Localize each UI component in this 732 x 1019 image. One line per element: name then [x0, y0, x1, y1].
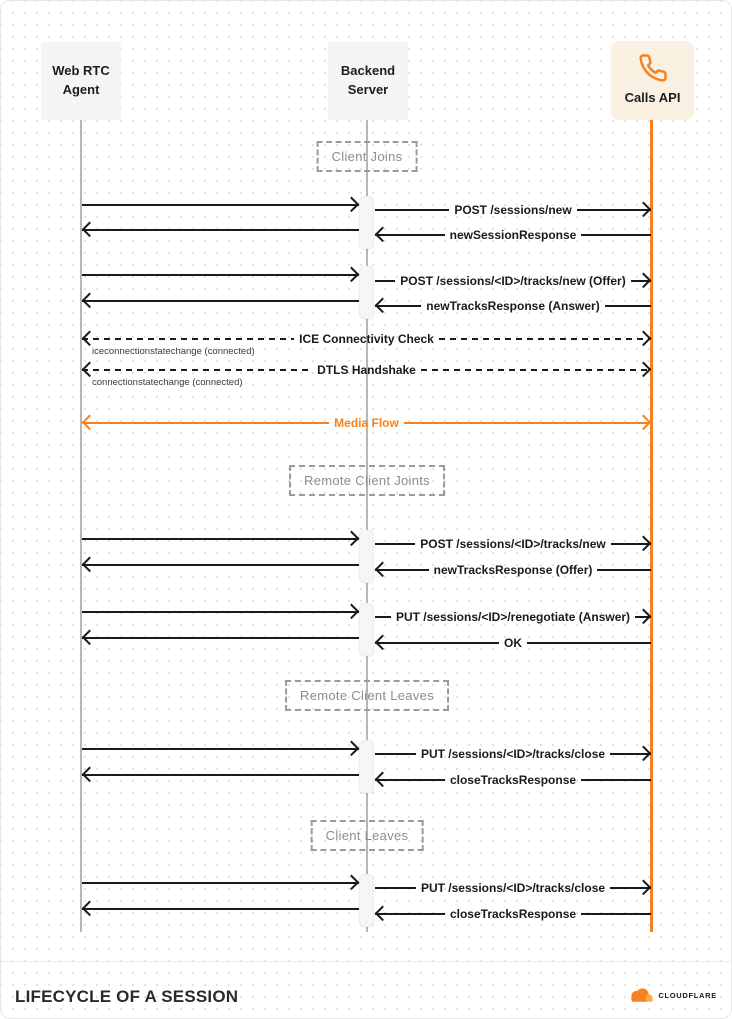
- actor-label: Web RTC: [52, 63, 110, 79]
- message-label: PUT /sessions/<ID>/tracks/close: [420, 881, 606, 895]
- actor-label: Calls API: [624, 90, 681, 106]
- message-arrow: [375, 907, 651, 921]
- message-arrow-ice-check: [82, 332, 651, 346]
- cloudflare-logo: [627, 987, 717, 1003]
- message-arrow: [375, 203, 651, 217]
- message-sublabel: connectionstatechange (connected): [92, 377, 243, 388]
- phase-remote-client-leaves: Remote Client Leaves: [285, 680, 449, 711]
- message-arrow: [82, 631, 359, 645]
- message-arrow: [82, 768, 359, 782]
- message-label: newTracksResponse (Offer): [433, 563, 593, 577]
- lifeline-web-rtc-agent: [80, 120, 82, 932]
- message-label: DTLS Handshake: [317, 363, 416, 377]
- message-arrow: [82, 742, 359, 756]
- phone-icon: [638, 53, 668, 83]
- activation-bar: [359, 874, 374, 927]
- message-arrow: [375, 747, 651, 761]
- message-arrow-media-flow: [82, 416, 651, 430]
- actor-label: Agent: [62, 82, 100, 97]
- message-arrow: [375, 537, 651, 551]
- message-label: Media Flow: [334, 416, 399, 430]
- message-sublabel: iceconnectionstatechange (connected): [92, 346, 255, 357]
- message-arrow: [375, 274, 651, 288]
- phase-client-leaves: Client Leaves: [311, 820, 424, 851]
- message-label: POST /sessions/<ID>/tracks/new: [420, 537, 606, 551]
- message-label: newTracksResponse (Answer): [426, 299, 600, 313]
- message-label: newSessionResponse: [449, 228, 577, 242]
- message-arrow: [82, 223, 359, 237]
- message-label: ICE Connectivity Check: [299, 332, 434, 346]
- message-label: PUT /sessions/<ID>/renegotiate (Answer): [395, 610, 631, 624]
- message-label: PUT /sessions/<ID>/tracks/close: [420, 747, 606, 761]
- page-title: LIFECYCLE OF A SESSION: [15, 987, 239, 1006]
- actor-label: Backend: [340, 63, 396, 79]
- actor-calls-api: [611, 41, 694, 120]
- message-arrow: [375, 610, 651, 624]
- message-label: POST /sessions/new: [454, 203, 572, 217]
- phase-client-joins: Client Joins: [317, 141, 418, 172]
- message-arrow: [82, 532, 359, 546]
- activation-bar: [359, 266, 374, 319]
- phase-remote-client-joints: Remote Client Joints: [289, 465, 445, 496]
- message-label: closeTracksResponse: [449, 773, 577, 787]
- activation-bar: [359, 196, 374, 249]
- message-label: OK: [504, 636, 522, 650]
- message-arrow: [375, 563, 651, 577]
- message-arrow: [375, 228, 651, 242]
- message-label: closeTracksResponse: [449, 907, 577, 921]
- message-arrow: [375, 773, 651, 787]
- message-arrow: [82, 876, 359, 890]
- message-arrow: [82, 198, 359, 212]
- actor-label: Server: [347, 82, 389, 97]
- activation-bar: [359, 740, 374, 793]
- cloudflare-cloud-icon: [627, 987, 654, 1003]
- activation-bar: [359, 603, 374, 656]
- message-label: POST /sessions/<ID>/tracks/new (Offer): [400, 274, 626, 288]
- cloudflare-wordmark: CLOUDFLARE: [658, 990, 717, 1000]
- message-arrow-dtls-handshake: [82, 363, 651, 377]
- message-arrow: [82, 294, 359, 308]
- message-arrow: [375, 881, 651, 895]
- activation-bar: [359, 530, 374, 583]
- actor-backend-server: [328, 42, 408, 120]
- message-arrow: [82, 902, 359, 916]
- message-arrow: [375, 636, 651, 650]
- actor-web-rtc-agent: [41, 42, 121, 120]
- message-arrow: [82, 268, 359, 282]
- message-arrow: [82, 605, 359, 619]
- message-arrow: [375, 299, 651, 313]
- footer-divider: [1, 961, 732, 962]
- message-arrow: [82, 558, 359, 572]
